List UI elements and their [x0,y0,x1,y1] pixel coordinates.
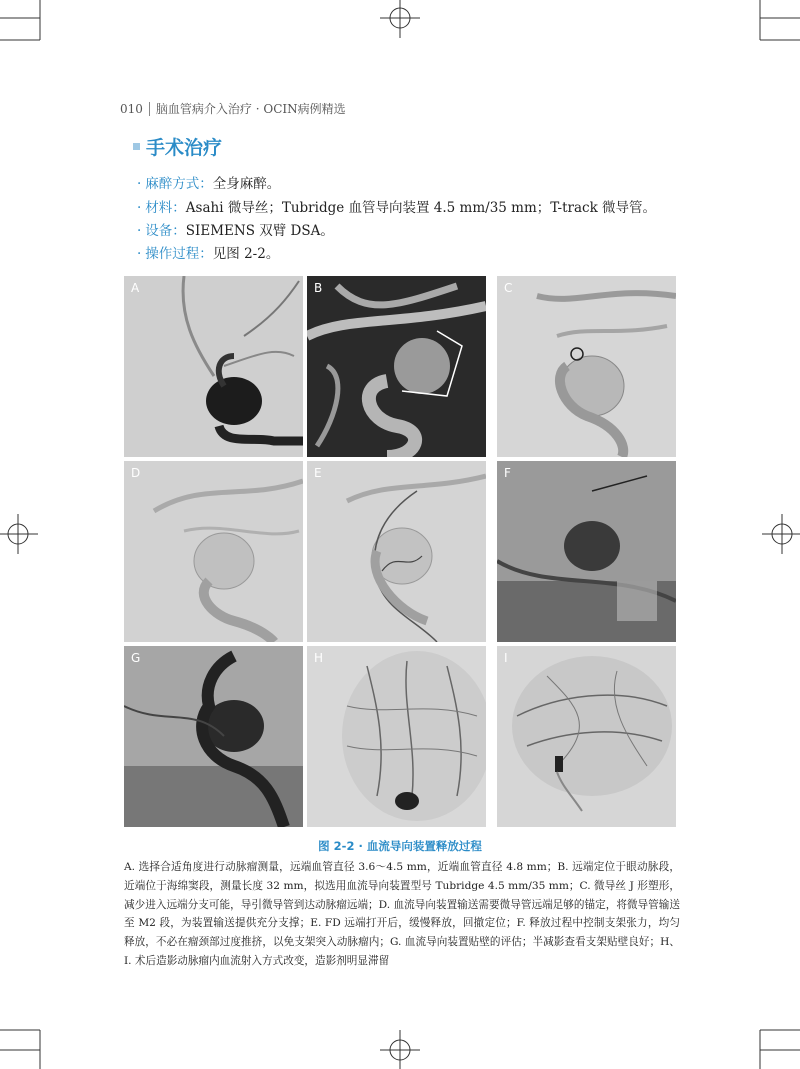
section-title [133,133,222,160]
bullet-dot-icon: · [137,246,142,262]
figure-panel-d [124,461,303,642]
panel-letter: E [314,466,322,480]
list-item-procedure [137,242,279,262]
item-text: 全身麻醉。 [212,176,281,192]
panel-letter: A [131,281,140,295]
figure-panel-c [497,276,676,457]
figure-panel-e [307,461,486,642]
figure-panel-f [497,461,676,642]
panel-letter: G [131,651,141,665]
item-text: Asahi 微导丝；Tubridge 血管导向装置 4.5 mm/35 mm；T-track 微导管。 [185,200,657,216]
list-item-equipment [137,219,334,239]
item-text: 见图 2-2。 [212,246,280,262]
list-item-anesthesia [137,172,280,192]
figure-panel-i [497,646,676,827]
item-label: 麻醉方式： [145,176,213,192]
bullet-dot-icon: · [137,200,142,216]
section-title-text: 手术治疗 [146,137,223,159]
figure-panel-a [124,276,303,457]
panel-letter: B [314,281,323,295]
running-header [120,100,346,117]
page-number: 010 [120,102,150,116]
panel-letter: H [314,651,324,665]
item-label: 材料： [145,200,186,216]
square-bullet-icon [133,143,140,150]
panel-letter: F [504,466,511,480]
figure-panel-b [307,276,486,457]
figure-panel-h [307,646,486,827]
bullet-dot-icon: · [137,176,142,192]
panel-letter: D [131,466,141,480]
figure-caption-body: A. 选择合适角度进行动脉瘤测量，远端血管直径 3.6～4.5 mm，近端血管直径 4.8 mm；B. 远端定位于眼动脉段，近端位于海绵窦段，测量长度 32 mm，拟选用血流导向装置型号 Tubridge 4.5 mm/35 mm；C. 微导丝 J 形塑形，减少进入远端分支可能，导引微导管到达动脉瘤远端；D. 血流导向装置输送需要微导管远端足够的锚定，将微导管输送至 M2 段，为装置输送提供充分支撑；E. FD 远端打开后，缓慢释放，回撤定位；F. 释放过程中控制支架张力，均匀释放，不必在瘤颈部过度推挤，以免支架突入动脉瘤内；G. 血流导向装置贴壁的评估；半减影查看支架贴壁良好；H、I. 术后造影动脉瘤内血流射入方式改变，造影剂明显滞留 [124,861,680,967]
list-item-materials [137,196,656,216]
book-title: 脑血管病介入治疗 · OCIN病例精选 [155,102,346,116]
item-label: 设备： [145,223,186,239]
panel-letter: I [504,651,508,665]
panel-letter: C [504,281,513,295]
bullet-dot-icon: · [137,223,142,239]
figure-panel-g [124,646,303,827]
figure-caption-title: 图 2-2 · 血流导向装置释放过程 [318,839,482,853]
item-text: SIEMENS 双臂 DSA。 [185,223,334,239]
item-label: 操作过程： [145,246,213,262]
